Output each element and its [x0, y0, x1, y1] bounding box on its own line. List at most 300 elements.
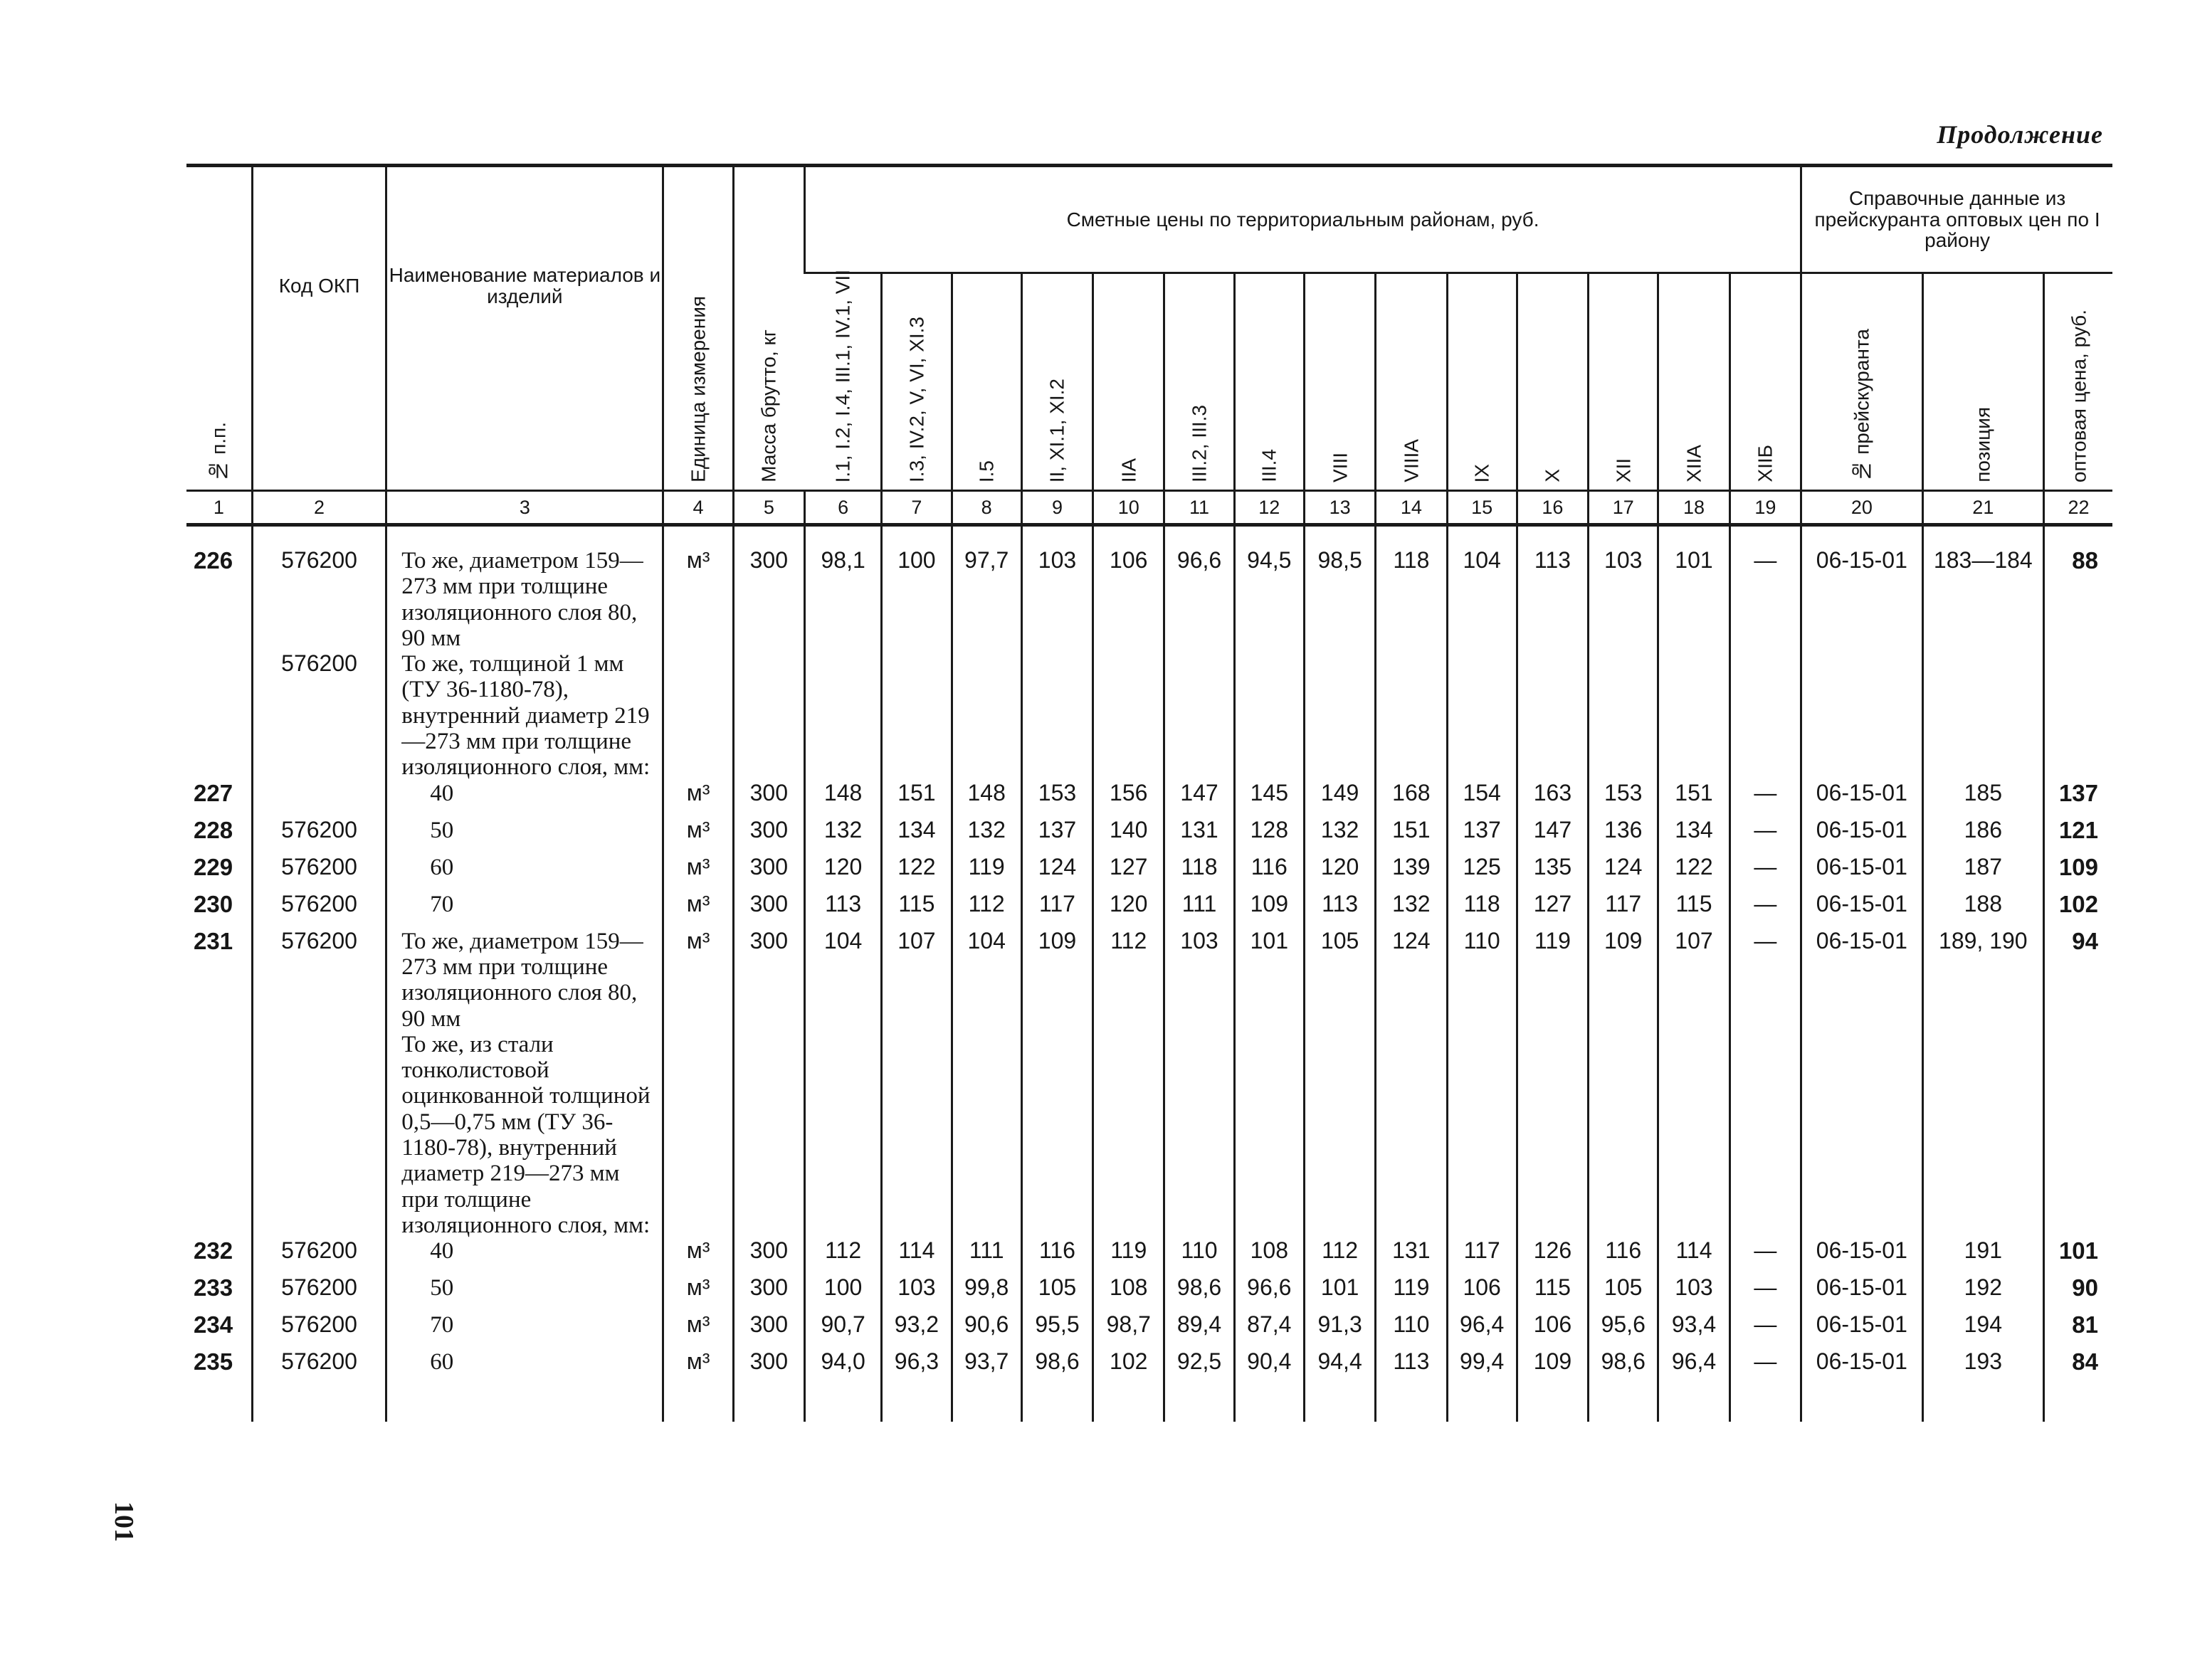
region-price: — — [1729, 1312, 1801, 1349]
wholesale-price: 102 — [2044, 892, 2112, 929]
region-price: 119 — [952, 855, 1021, 892]
header-name: Наименование материалов и изделий — [386, 166, 663, 491]
region-price: 90,4 — [1234, 1349, 1304, 1386]
region-price — [1234, 1032, 1304, 1238]
price-list-number: 06-15-01 — [1801, 781, 1922, 818]
wholesale-price — [2044, 1032, 2112, 1238]
region-price: — — [1729, 929, 1801, 1032]
region-price: 98,1 — [804, 548, 881, 651]
region-price: 94,5 — [1234, 548, 1304, 651]
price-table — [186, 164, 2112, 1422]
region-price: 113 — [804, 892, 881, 929]
region-price — [1658, 1032, 1729, 1238]
material-name: То же, из стали тонколистовой оцинкованной толщиной 0,5—0,75 мм (ТУ 36-1180-78), внутренний диаметр 219—273 мм при толщине изоляционного слоя, мм: — [386, 1032, 663, 1238]
region-price: 104 — [1447, 548, 1517, 651]
table-row — [186, 548, 2112, 651]
region-price: 110 — [1164, 1238, 1234, 1275]
gross-mass — [733, 651, 804, 780]
okp-code — [252, 1032, 386, 1238]
region-price: 168 — [1376, 781, 1447, 818]
row-number: 235 — [194, 1348, 233, 1375]
unit: м³ — [663, 1349, 733, 1386]
region-price: 147 — [1517, 818, 1588, 855]
region-price: 132 — [1304, 818, 1375, 855]
region-price: 94,4 — [1304, 1349, 1375, 1386]
region-price — [1376, 651, 1447, 780]
gross-mass: 300 — [733, 855, 804, 892]
material-name: 50 — [386, 1275, 663, 1312]
gross-mass: 300 — [733, 1275, 804, 1312]
header-region: I.1, I.2, I.4, III.1, IV.1, VII — [831, 269, 854, 482]
header-price-list-number: № прейскуранта — [1801, 273, 1922, 490]
region-price: 117 — [1447, 1238, 1517, 1275]
header-reference-group: Справочные данные из прейскуранта оптовых цен по I району — [1801, 166, 2112, 273]
price-list-number: 06-15-01 — [1801, 892, 1922, 929]
region-price: 153 — [1021, 781, 1092, 818]
region-price: 113 — [1376, 1349, 1447, 1386]
material-name: 70 — [386, 892, 663, 929]
region-price: 87,4 — [1234, 1312, 1304, 1349]
unit: м³ — [663, 548, 733, 651]
region-price: — — [1729, 818, 1801, 855]
region-price: 94,0 — [804, 1349, 881, 1386]
region-price: 98,6 — [1589, 1349, 1658, 1386]
region-price: 103 — [1164, 929, 1234, 1032]
region-price — [1021, 1032, 1092, 1238]
region-price: 151 — [1658, 781, 1729, 818]
region-price: 98,7 — [1093, 1312, 1164, 1349]
region-price: 115 — [1517, 1275, 1588, 1312]
region-price: 151 — [882, 781, 952, 818]
region-price: 103 — [1589, 548, 1658, 651]
header-region: IX — [1447, 273, 1517, 490]
region-price: 115 — [882, 892, 952, 929]
region-price — [1304, 651, 1375, 780]
unit — [663, 1032, 733, 1238]
region-price: 117 — [1589, 892, 1658, 929]
header-unit: Единица измерения — [663, 166, 733, 491]
price-list-position: 183—184 — [1922, 548, 2043, 651]
row-number: 226 — [194, 547, 233, 574]
material-name: 50 — [386, 818, 663, 855]
region-price: 107 — [882, 929, 952, 1032]
region-price: 116 — [1234, 855, 1304, 892]
region-price: 113 — [1304, 892, 1375, 929]
region-price — [1304, 1032, 1375, 1238]
region-price: 101 — [1234, 929, 1304, 1032]
unit — [663, 651, 733, 780]
region-price: 114 — [882, 1238, 952, 1275]
region-price — [1447, 651, 1517, 780]
wholesale-price: 90 — [2044, 1275, 2112, 1312]
page-number: 101 — [109, 1501, 139, 1542]
region-price — [1589, 1032, 1658, 1238]
gross-mass: 300 — [733, 1349, 804, 1386]
region-price: 101 — [1658, 548, 1729, 651]
region-price: 135 — [1517, 855, 1588, 892]
region-price: 111 — [1164, 892, 1234, 929]
price-list-number: 06-15-01 — [1801, 855, 1922, 892]
header-wholesale-price: оптовая цена, руб. — [2044, 273, 2112, 490]
region-price: 119 — [1376, 1275, 1447, 1312]
region-price: 109 — [1021, 929, 1092, 1032]
gross-mass: 300 — [733, 1238, 804, 1275]
column-number: 2 — [252, 491, 386, 525]
header-region: II, XI.1, XI.2 — [1021, 273, 1092, 490]
row-number: 232 — [194, 1237, 233, 1264]
spacer-row — [186, 1386, 2112, 1422]
region-price — [804, 651, 881, 780]
region-price: 98,6 — [1021, 1349, 1092, 1386]
region-price: 105 — [1304, 929, 1375, 1032]
region-price: 134 — [1658, 818, 1729, 855]
price-list-position — [1922, 651, 2043, 780]
region-price: 112 — [804, 1238, 881, 1275]
region-price: 97,7 — [952, 548, 1021, 651]
region-price: 110 — [1376, 1312, 1447, 1349]
region-price: 93,2 — [882, 1312, 952, 1349]
header-region: XIIБ — [1729, 273, 1801, 490]
wholesale-price — [2044, 651, 2112, 780]
region-price: 96,6 — [1234, 1275, 1304, 1312]
region-price: 100 — [804, 1275, 881, 1312]
region-price: 118 — [1447, 892, 1517, 929]
region-price: 106 — [1447, 1275, 1517, 1312]
column-number: 8 — [952, 491, 1021, 525]
row-number: 230 — [194, 890, 233, 917]
unit: м³ — [663, 1275, 733, 1312]
region-price: 106 — [1093, 548, 1164, 651]
region-price — [1021, 651, 1092, 780]
material-name: 40 — [386, 1238, 663, 1275]
region-price: 132 — [804, 818, 881, 855]
table-row — [186, 1238, 2112, 1275]
region-price: 154 — [1447, 781, 1517, 818]
price-list-position: 185 — [1922, 781, 2043, 818]
region-price: 100 — [882, 548, 952, 651]
gross-mass: 300 — [733, 892, 804, 929]
region-price: 108 — [1093, 1275, 1164, 1312]
region-price: 109 — [1589, 929, 1658, 1032]
price-list-number: 06-15-01 — [1801, 818, 1922, 855]
region-price: 91,3 — [1304, 1312, 1375, 1349]
price-list-number: 06-15-01 — [1801, 929, 1922, 1032]
price-list-position: 187 — [1922, 855, 2043, 892]
column-number: 11 — [1164, 491, 1234, 525]
region-price: 96,3 — [882, 1349, 952, 1386]
unit: м³ — [663, 781, 733, 818]
gross-mass — [733, 1032, 804, 1238]
region-price: 90,6 — [952, 1312, 1021, 1349]
region-price: 108 — [1234, 1238, 1304, 1275]
table-header — [186, 166, 2112, 525]
wholesale-price: 94 — [2044, 929, 2112, 1032]
region-price: 110 — [1447, 929, 1517, 1032]
table-row — [186, 818, 2112, 855]
region-price: 147 — [1164, 781, 1234, 818]
wholesale-price: 137 — [2044, 781, 2112, 818]
region-price — [1164, 651, 1234, 780]
header-region: VIII — [1304, 273, 1375, 490]
table-row — [186, 929, 2112, 1032]
okp-code: 576200 — [252, 1238, 386, 1275]
price-list-position: 189, 190 — [1922, 929, 2043, 1032]
region-price: 93,4 — [1658, 1312, 1729, 1349]
column-number: 16 — [1517, 491, 1588, 525]
region-price: 93,7 — [952, 1349, 1021, 1386]
region-price: 156 — [1093, 781, 1164, 818]
region-price: — — [1729, 1275, 1801, 1312]
region-price — [952, 651, 1021, 780]
column-number: 12 — [1234, 491, 1304, 525]
region-price: 132 — [1376, 892, 1447, 929]
column-number: 14 — [1376, 491, 1447, 525]
region-price: 131 — [1376, 1238, 1447, 1275]
okp-code: 576200 — [252, 818, 386, 855]
region-price: 96,4 — [1447, 1312, 1517, 1349]
region-price: 140 — [1093, 818, 1164, 855]
wholesale-price: 121 — [2044, 818, 2112, 855]
header-region: XIIA — [1658, 273, 1729, 490]
region-price: 95,5 — [1021, 1312, 1092, 1349]
region-price: 126 — [1517, 1238, 1588, 1275]
header-region: X — [1517, 273, 1588, 490]
region-price: 151 — [1376, 818, 1447, 855]
region-price: 96,4 — [1658, 1349, 1729, 1386]
region-price — [882, 1032, 952, 1238]
column-number: 6 — [804, 491, 881, 525]
region-price: — — [1729, 892, 1801, 929]
region-price: 112 — [952, 892, 1021, 929]
row-number: 229 — [194, 853, 233, 880]
row-number: 227 — [194, 779, 233, 806]
region-price — [1376, 1032, 1447, 1238]
price-list-position: 194 — [1922, 1312, 2043, 1349]
wholesale-price: 88 — [2044, 548, 2112, 651]
region-price: 120 — [1304, 855, 1375, 892]
column-number: 3 — [386, 491, 663, 525]
region-price: 117 — [1021, 892, 1092, 929]
region-price: 106 — [1517, 1312, 1588, 1349]
table-row — [186, 1312, 2112, 1349]
region-price — [1447, 1032, 1517, 1238]
region-price: 116 — [1021, 1238, 1092, 1275]
region-price: 98,6 — [1164, 1275, 1234, 1312]
region-price: 114 — [1658, 1238, 1729, 1275]
region-price — [1093, 651, 1164, 780]
region-price: 163 — [1517, 781, 1588, 818]
unit: м³ — [663, 855, 733, 892]
table-row — [186, 1275, 2112, 1312]
material-name: 60 — [386, 1349, 663, 1386]
region-price — [1164, 1032, 1234, 1238]
okp-code: 576200 — [252, 1312, 386, 1349]
wholesale-price: 81 — [2044, 1312, 2112, 1349]
column-number: 9 — [1021, 491, 1092, 525]
material-name: То же, толщиной 1 мм (ТУ 36-1180-78), внутренний диаметр 219—273 мм при толщине изоляционного слоя, мм: — [386, 651, 663, 780]
region-price: 131 — [1164, 818, 1234, 855]
region-price — [1517, 1032, 1588, 1238]
region-price: 98,5 — [1304, 548, 1375, 651]
header-region: VIIIA — [1376, 273, 1447, 490]
region-price: 109 — [1517, 1349, 1588, 1386]
column-number: 21 — [1922, 491, 2043, 525]
header-region: XII — [1589, 273, 1658, 490]
gross-mass: 300 — [733, 929, 804, 1032]
region-price — [1517, 651, 1588, 780]
wholesale-price: 109 — [2044, 855, 2112, 892]
region-price: 103 — [882, 1275, 952, 1312]
region-price: — — [1729, 855, 1801, 892]
row-number: 231 — [194, 927, 233, 954]
continuation-label: Продолжение — [1937, 120, 2103, 149]
price-list-number: 06-15-01 — [1801, 548, 1922, 651]
region-price — [882, 651, 952, 780]
region-price: 137 — [1447, 818, 1517, 855]
column-number: 22 — [2044, 491, 2112, 525]
price-list-number: 06-15-01 — [1801, 1275, 1922, 1312]
region-price: 107 — [1658, 929, 1729, 1032]
table-row — [186, 651, 2112, 780]
region-price — [952, 1032, 1021, 1238]
region-price: 124 — [1021, 855, 1092, 892]
header-prices-group: Сметные цены по территориальным районам, руб. — [804, 166, 1801, 273]
unit: м³ — [663, 929, 733, 1032]
region-price: 149 — [1304, 781, 1375, 818]
unit: м³ — [663, 1312, 733, 1349]
material-name: 60 — [386, 855, 663, 892]
region-price: 139 — [1376, 855, 1447, 892]
region-price: 134 — [882, 818, 952, 855]
region-price: 148 — [804, 781, 881, 818]
wholesale-price: 84 — [2044, 1349, 2112, 1386]
okp-code: 576200 — [252, 1349, 386, 1386]
row-number: 228 — [194, 816, 233, 843]
header-code: Код ОКП — [252, 166, 386, 491]
region-price: 120 — [804, 855, 881, 892]
column-number: 13 — [1304, 491, 1375, 525]
table-row — [186, 892, 2112, 929]
column-number: 1 — [186, 491, 252, 525]
region-price: 116 — [1589, 1238, 1658, 1275]
material-name: 70 — [386, 1312, 663, 1349]
region-price: 120 — [1093, 892, 1164, 929]
price-list-number — [1801, 651, 1922, 780]
table-row — [186, 781, 2112, 818]
price-list-position: 186 — [1922, 818, 2043, 855]
region-price: 128 — [1234, 818, 1304, 855]
column-number: 18 — [1658, 491, 1729, 525]
region-price: — — [1729, 1349, 1801, 1386]
gross-mass: 300 — [733, 548, 804, 651]
okp-code: 576200 — [252, 548, 386, 651]
region-price: 90,7 — [804, 1312, 881, 1349]
okp-code: 576200 — [252, 1275, 386, 1312]
region-price: 101 — [1304, 1275, 1375, 1312]
okp-code: 576200 — [252, 892, 386, 929]
price-list-number: 06-15-01 — [1801, 1349, 1922, 1386]
price-list-position: 192 — [1922, 1275, 2043, 1312]
region-price: 105 — [1589, 1275, 1658, 1312]
row-number — [186, 1032, 252, 1238]
region-price: — — [1729, 548, 1801, 651]
table-row — [186, 1349, 2112, 1386]
region-price: 122 — [882, 855, 952, 892]
region-price: 119 — [1517, 929, 1588, 1032]
gross-mass: 300 — [733, 781, 804, 818]
header-region: IIA — [1093, 273, 1164, 490]
price-list-position — [1922, 1032, 2043, 1238]
table-row — [186, 855, 2112, 892]
region-price: 105 — [1021, 1275, 1092, 1312]
header-region: III.4 — [1234, 273, 1304, 490]
material-name: То же, диаметром 159—273 мм при толщине изоляционного слоя 80, 90 мм — [386, 548, 663, 651]
column-number: 15 — [1447, 491, 1517, 525]
region-price: 132 — [952, 818, 1021, 855]
material-name: 40 — [386, 781, 663, 818]
price-list-number: 06-15-01 — [1801, 1312, 1922, 1349]
header-region: I.3, IV.2, V, VI, XI.3 — [882, 273, 952, 490]
region-price: 102 — [1093, 1349, 1164, 1386]
region-price: 118 — [1164, 855, 1234, 892]
row-number: 234 — [194, 1311, 233, 1338]
wholesale-price: 101 — [2044, 1238, 2112, 1275]
region-price — [1658, 651, 1729, 780]
region-price: 125 — [1447, 855, 1517, 892]
price-list-number: 06-15-01 — [1801, 1238, 1922, 1275]
region-price: 111 — [952, 1238, 1021, 1275]
region-price: 127 — [1517, 892, 1588, 929]
price-list-position: 191 — [1922, 1238, 2043, 1275]
okp-code: 576200 — [252, 855, 386, 892]
unit: м³ — [663, 892, 733, 929]
header-region: III.2, III.3 — [1164, 273, 1234, 490]
region-price — [1234, 651, 1304, 780]
region-price: 109 — [1234, 892, 1304, 929]
region-price: 95,6 — [1589, 1312, 1658, 1349]
header-mass: Масса брутто, кг — [733, 166, 804, 491]
region-price: 113 — [1517, 548, 1588, 651]
region-price: 118 — [1376, 548, 1447, 651]
unit: м³ — [663, 1238, 733, 1275]
column-number: 7 — [882, 491, 952, 525]
region-price: 112 — [1093, 929, 1164, 1032]
region-price: 124 — [1589, 855, 1658, 892]
region-price — [1729, 1032, 1801, 1238]
okp-code — [252, 781, 386, 818]
column-number: 19 — [1729, 491, 1801, 525]
region-price: 104 — [952, 929, 1021, 1032]
table-row — [186, 1032, 2112, 1238]
spacer-row — [186, 525, 2112, 549]
column-number: 20 — [1801, 491, 1922, 525]
gross-mass: 300 — [733, 818, 804, 855]
region-price: 137 — [1021, 818, 1092, 855]
okp-code: 576200 — [252, 651, 386, 780]
region-price — [804, 1032, 881, 1238]
region-price: 153 — [1589, 781, 1658, 818]
column-number: 4 — [663, 491, 733, 525]
region-price: 103 — [1658, 1275, 1729, 1312]
price-list-position: 193 — [1922, 1349, 2043, 1386]
okp-code: 576200 — [252, 929, 386, 1032]
region-price: 145 — [1234, 781, 1304, 818]
region-price: 115 — [1658, 892, 1729, 929]
region-price — [1589, 651, 1658, 780]
column-number: 17 — [1589, 491, 1658, 525]
unit: м³ — [663, 818, 733, 855]
region-price — [1093, 1032, 1164, 1238]
